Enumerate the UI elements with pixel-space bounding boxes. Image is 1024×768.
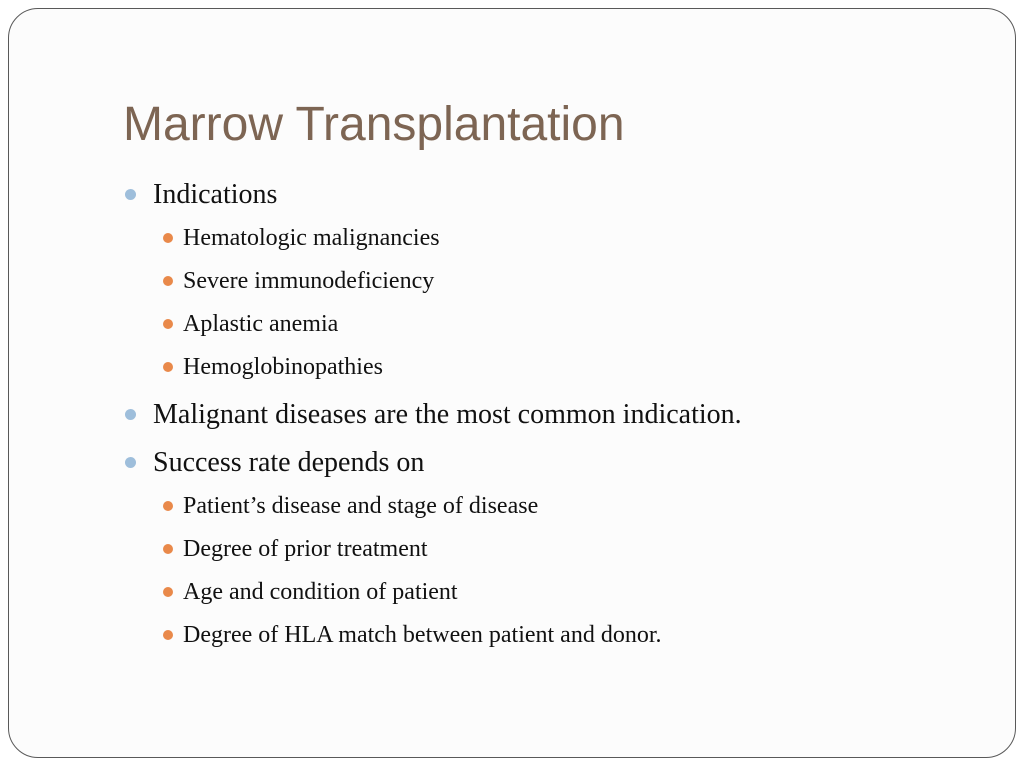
sub-bullet-list [153, 217, 943, 389]
slide-title: Marrow Transplantation [123, 98, 625, 151]
sub-bullet-text: Severe immunodeficiency [183, 268, 435, 294]
sub-bullet-dot-icon [163, 362, 173, 372]
bullet-item-indications [123, 173, 943, 389]
sub-bullet-item [153, 571, 943, 614]
sub-bullet-dot-icon [163, 544, 173, 554]
sub-bullet-item [153, 346, 943, 389]
sub-bullet-dot-icon [163, 630, 173, 640]
bullet-text: Malignant diseases are the most common indication. [153, 399, 742, 430]
sub-bullet-text: Hematologic malignancies [183, 225, 440, 251]
sub-bullet-item [153, 217, 943, 260]
sub-bullet-dot-icon [163, 587, 173, 597]
bullet-item-malignant-diseases [123, 393, 943, 437]
sub-bullet-text: Degree of prior treatment [183, 536, 428, 562]
sub-bullet-dot-icon [163, 276, 173, 286]
sub-bullet-dot-icon [163, 233, 173, 243]
sub-bullet-item [153, 614, 943, 657]
bullet-item-success-rate [123, 441, 943, 657]
sub-bullet-item [153, 528, 943, 571]
bullet-dot-icon [125, 409, 136, 420]
bullet-dot-icon [125, 189, 136, 200]
bullet-text: Indications [153, 179, 278, 210]
slide [8, 8, 1016, 758]
sub-bullet-list [153, 485, 943, 657]
sub-bullet-item [153, 485, 943, 528]
sub-bullet-text: Hemoglobinopathies [183, 354, 383, 380]
sub-bullet-dot-icon [163, 501, 173, 511]
sub-bullet-text: Degree of HLA match between patient and donor. [183, 622, 662, 648]
bullet-text: Success rate depends on [153, 447, 425, 478]
bullet-list [123, 173, 943, 661]
sub-bullet-item [153, 260, 943, 303]
bullet-dot-icon [125, 457, 136, 468]
sub-bullet-text: Aplastic anemia [183, 311, 339, 337]
sub-bullet-dot-icon [163, 319, 173, 329]
sub-bullet-text: Age and condition of patient [183, 579, 458, 605]
sub-bullet-text: Patient’s disease and stage of disease [183, 493, 539, 519]
sub-bullet-item [153, 303, 943, 346]
